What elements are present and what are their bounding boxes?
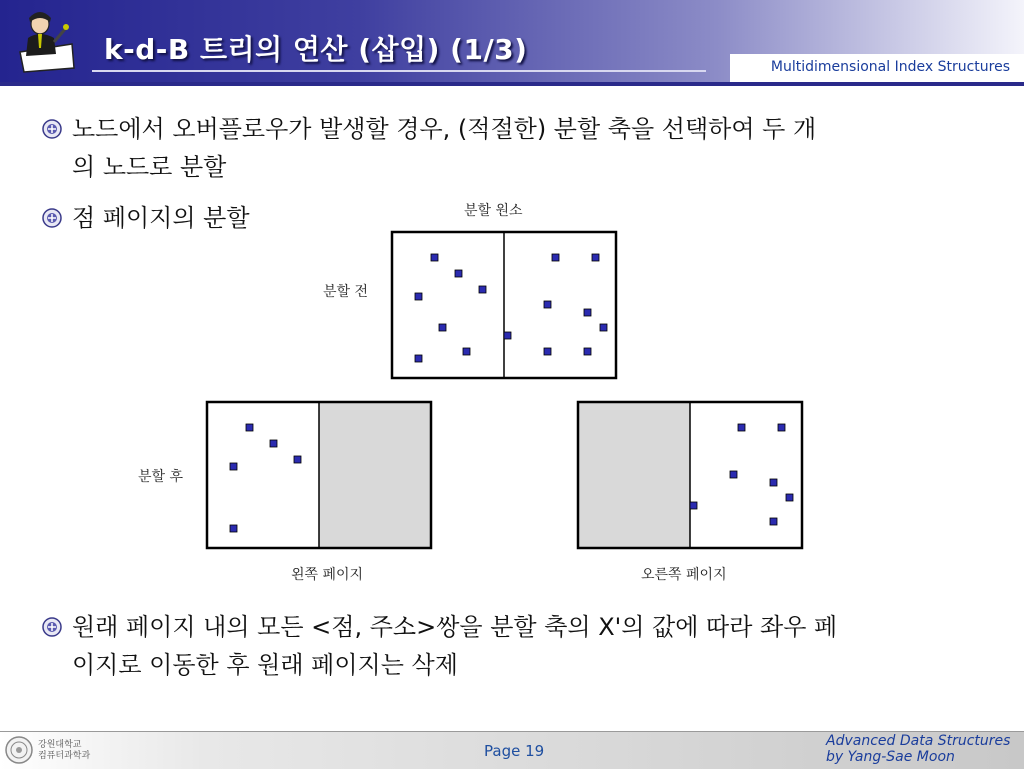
after-split-label: 분할 후 <box>138 469 184 485</box>
university-seal-icon <box>4 735 34 765</box>
bullet-text-1a: 노드에서 오버플로우가 발생할 경우, (적절한) 분할 축을 선택하여 두 개 <box>72 115 817 143</box>
data-point <box>455 270 462 277</box>
university-emblem-icon <box>42 617 62 637</box>
page-before-split <box>390 230 618 380</box>
department-name: 강원대학교 컴퓨터과학과 <box>38 740 91 761</box>
university-emblem-icon <box>42 119 62 139</box>
page-number: Page 19 <box>484 742 545 760</box>
data-point <box>415 293 422 300</box>
left-page-label: 왼쪽 페이지 <box>291 567 364 583</box>
data-point <box>463 348 470 355</box>
course-credit <box>826 733 1010 765</box>
data-point <box>270 440 277 447</box>
data-point <box>552 254 559 261</box>
data-point <box>544 348 551 355</box>
bullet-text-3b: 이지로 이동한 후 원래 페이지는 삭제 <box>72 651 458 679</box>
data-point <box>439 324 446 331</box>
data-point <box>544 301 551 308</box>
data-point <box>504 332 511 339</box>
left-page-after-split <box>205 400 433 550</box>
split-element-label: 분할 원소 <box>464 203 523 219</box>
before-split-label: 분할 전 <box>323 284 369 300</box>
data-point <box>770 518 777 525</box>
data-point <box>770 479 777 486</box>
data-point <box>778 424 785 431</box>
professor-at-desk-icon <box>14 8 76 74</box>
data-point <box>786 494 793 501</box>
data-point <box>230 525 237 532</box>
right-page-label: 오른쪽 페이지 <box>641 567 727 583</box>
data-point <box>738 424 745 431</box>
data-point <box>584 348 591 355</box>
credit-line-2: by Yang-Sae Moon <box>826 749 955 765</box>
data-point <box>690 502 697 509</box>
data-point <box>431 254 438 261</box>
credit-line-1: Advanced Data Structures <box>826 733 1011 749</box>
data-point <box>600 324 607 331</box>
data-point <box>246 424 253 431</box>
data-point <box>479 286 486 293</box>
page-title: k-d-B 트리의 연산 (삽입) (1/3) <box>104 33 528 66</box>
data-point <box>294 456 301 463</box>
data-point <box>592 254 599 261</box>
bullet-text-1b: 의 노드로 분할 <box>72 153 227 181</box>
data-point <box>584 309 591 316</box>
university-emblem-icon <box>42 208 62 228</box>
section-subtitle: Multidimensional Index Structures <box>770 59 1010 75</box>
data-point <box>730 471 737 478</box>
right-page-after-split <box>576 400 804 550</box>
data-point <box>230 463 237 470</box>
data-point <box>415 355 422 362</box>
bullet-text-3a: 원래 페이지 내의 모든 <점, 주소>쌍을 분할 축의 X'의 값에 따라 좌우 페 <box>72 613 838 641</box>
bullet-text-2: 점 페이지의 분할 <box>72 204 250 232</box>
